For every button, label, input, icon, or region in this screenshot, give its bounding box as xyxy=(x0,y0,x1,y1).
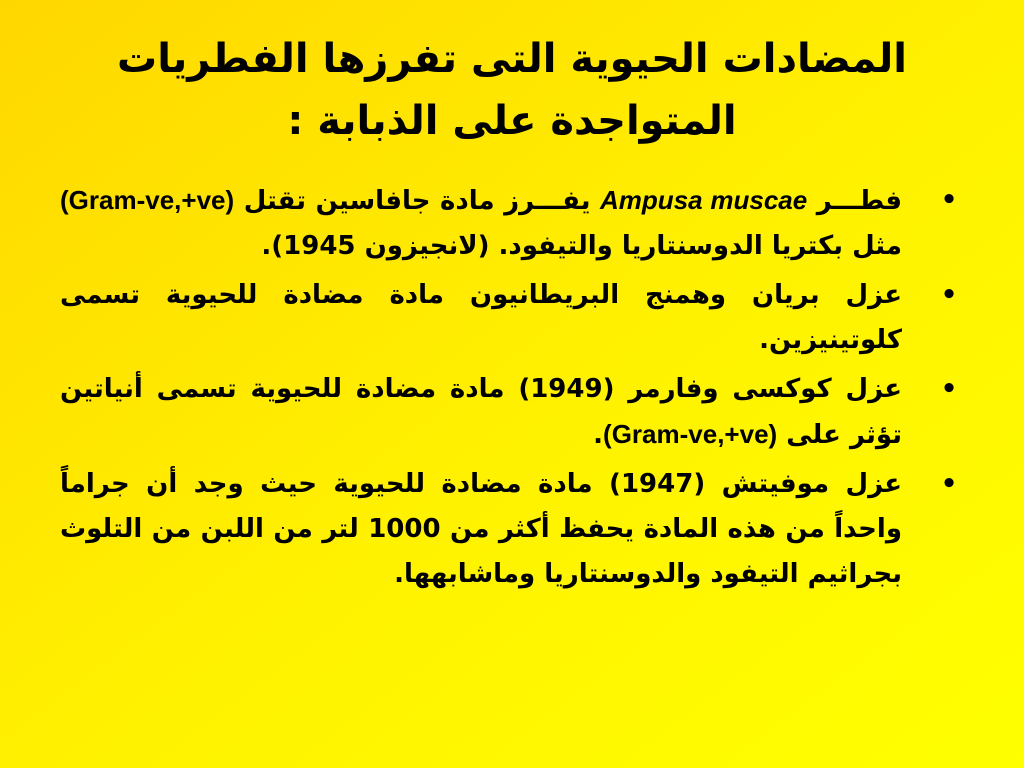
bullet-marker: • xyxy=(940,374,958,404)
bullet-list xyxy=(60,178,964,601)
bullet-3-text-b: . xyxy=(593,420,604,450)
bullet-1-species: Ampusa muscae xyxy=(600,185,808,215)
bullet-3-gram: (Gram-ve,+ve) xyxy=(603,419,778,449)
bullet-3-text-a: عزل كوكسى وفارمر (1949) مادة مضادة للحيوية تسمى أنياتين تؤثر على xyxy=(60,374,902,450)
bullet-4-text: عزل موفيتش (1947) مادة مضادة للحيوية حيث وجد أن جراماً واحداً من هذه المادة يحفظ أكثر من 1000 لتر من اللبن من التلوث بجراثيم التيفود والدوسنتاريا وماشابهها. xyxy=(60,469,903,589)
bullet-marker: • xyxy=(940,280,958,310)
bullet-item-3 xyxy=(60,367,964,458)
slide-title xyxy=(60,28,964,152)
bullet-item-2 xyxy=(60,273,964,363)
bullet-1-text-c: مثل بكتريا الدوسنتاريا والتيفود. (لانجيزون 1945). xyxy=(261,231,902,261)
bullet-marker: • xyxy=(940,469,958,499)
bullet-item-4 xyxy=(60,462,964,597)
bullet-item-1 xyxy=(60,178,964,269)
bullet-2-text: عزل بريان وهمنج البريطانيون مادة مضادة للحيوية تسمى كلوتينيزين. xyxy=(60,280,902,355)
bullet-marker: • xyxy=(940,185,958,215)
bullet-1-text-b: يفـــرز مادة جافاسين تقتل xyxy=(234,186,601,216)
title-line-1: المضادات الحيوية التى تفرزها الفطريات xyxy=(117,36,907,82)
bullet-1-gram: (Gram-ve,+ve) xyxy=(60,185,235,215)
bullet-1-text-a: فطـــر xyxy=(807,186,902,216)
title-line-2: المتواجدة على الذبابة : xyxy=(287,98,737,144)
